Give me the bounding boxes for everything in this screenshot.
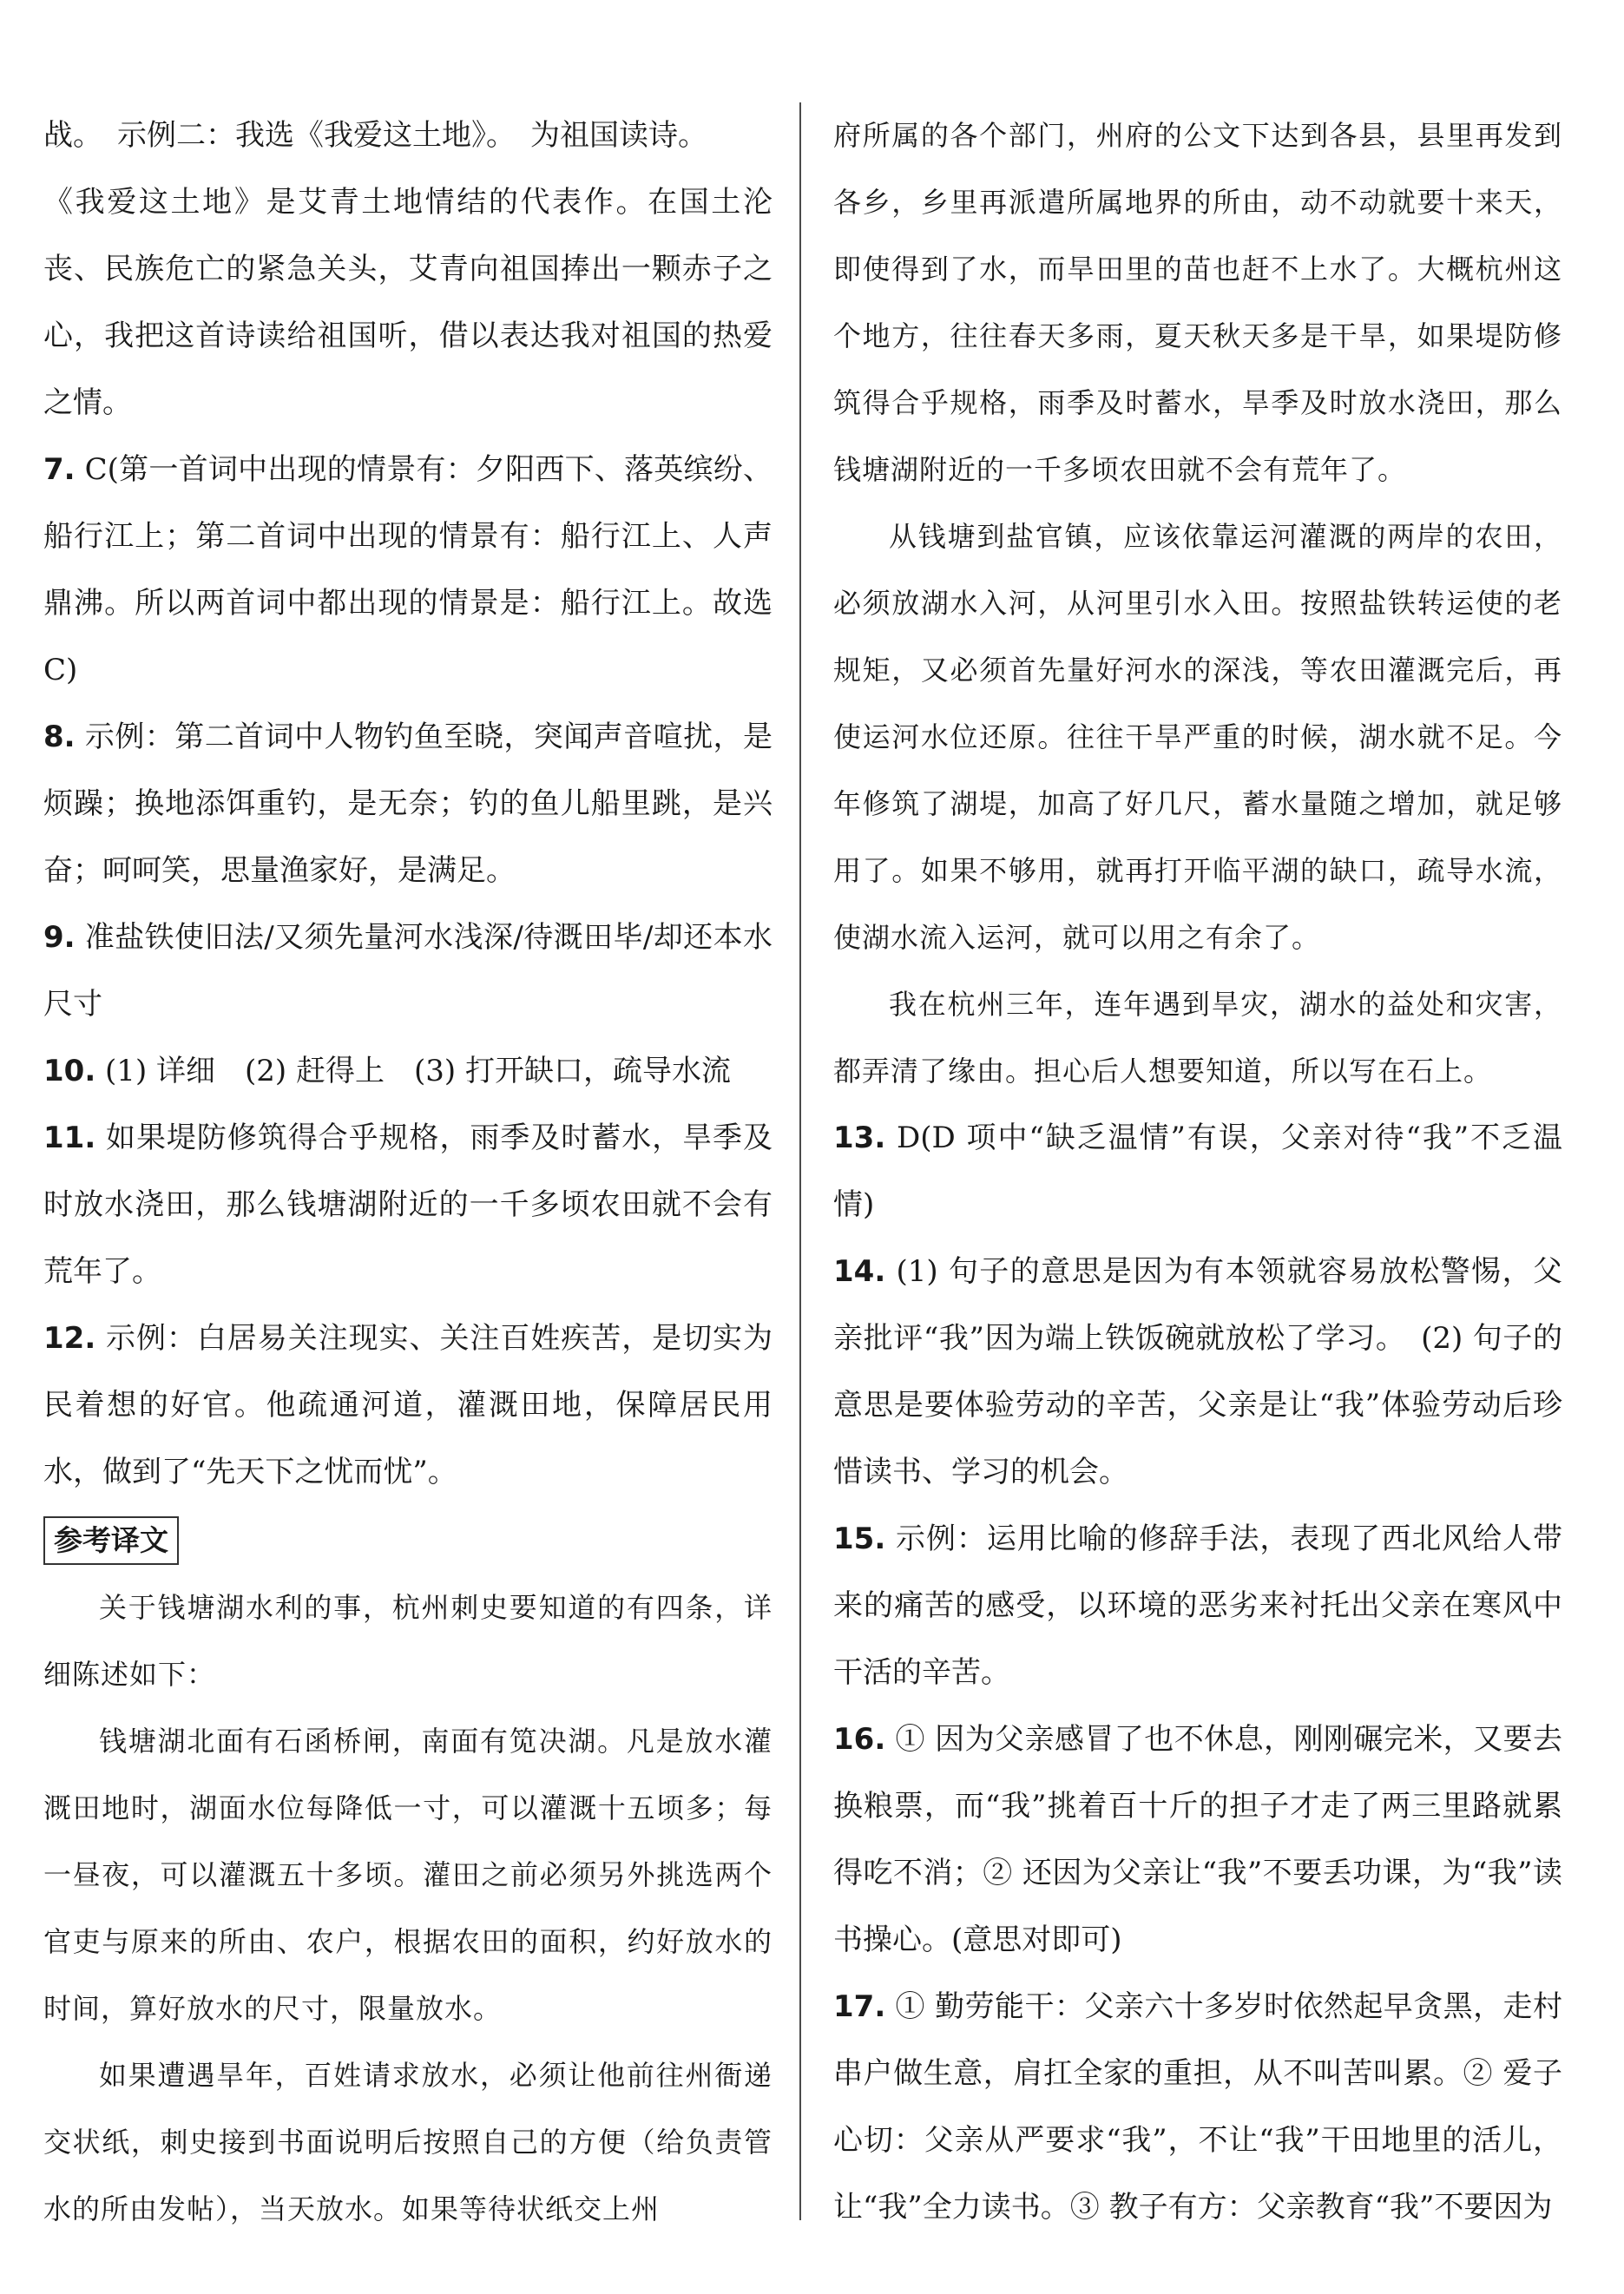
- answer-9: [43, 904, 773, 1038]
- translation-paragraph-5: 我在杭州三年，连年遇到旱灾，湖水的益处和灾害，都弄清了缘由。担心后人想要知道，所以写在石上。: [833, 988, 1562, 1088]
- answer-text: C(第一首词中出现的情景有：夕阳西下、落英缤纷、船行江上；第二首词中出现的情景有：船行江上、人声鼎沸。所以两首词中都出现的情景是：船行江上。故选 C): [43, 452, 773, 687]
- answer-13: [833, 1105, 1562, 1239]
- question-number: 14.: [833, 1254, 886, 1289]
- question-number: 12.: [43, 1321, 96, 1356]
- question-number: 13.: [833, 1121, 886, 1155]
- answer-14: [833, 1239, 1562, 1506]
- answer-8: [43, 704, 773, 904]
- answer-10: [43, 1038, 773, 1105]
- answer-text: 示例：白居易关注现实、关注百姓疾苦，是切实为民着想的好官。他疏通河道，灌溉田地，保障居民用水，做到了“先天下之忧而忧”。: [43, 1321, 773, 1489]
- right-column: [833, 102, 1562, 2241]
- translation-paragraph-4: 从钱塘到盐官镇，应该依靠运河灌溉的两岸的农田，必须放湖水入河，从河里引水入田。按照盐铁转运使的老规矩，又必须首先量好河水的深浅，等农田灌溉完后，再使运河水位还原。往往干旱严重的时候，湖水就不足。今年修筑了湖堤，加高了好几尺，蓄水量随之增加，就足够用了。如果不够用，就再打开临平湖的缺口，疏导水流，使湖水流入运河，就可以用之有余了。: [833, 520, 1562, 954]
- answer-7: [43, 437, 773, 704]
- translation-paragraph-3: 如果遭遇旱年，百姓请求放水，必须让他前往州衙递交状纸，刺史接到书面说明后按照自己的方便（给负责管水的所由发帖），当天放水。如果等待状纸交上州: [43, 2059, 773, 2225]
- example-two-explanation: 《我爱这土地》是艾青土地情结的代表作。在国土沦丧、民族危亡的紧急关头，艾青向祖国捧出一颗赤子之心，我把这首诗读给祖国听，借以表达我对祖国的热爱之情。: [43, 185, 773, 420]
- question-number: 15.: [833, 1522, 886, 1556]
- question-number: 17.: [833, 1989, 886, 2024]
- column-divider: [799, 102, 801, 2220]
- question-number: 7.: [43, 452, 76, 487]
- answer-text: (1) 详细 (2) 赶得上 (3) 打开缺口，疏导水流: [105, 1054, 731, 1088]
- answer-17: [833, 1974, 1562, 2241]
- reference-translation-heading: [43, 1506, 773, 1574]
- answer-text: ① 勤劳能干：父亲六十多岁时依然起早贪黑，走村串户做生意，肩扛全家的重担，从不叫苦叫累。② 爱子心切：父亲从严要求“我”，不让“我”干田地里的活儿，让“我”全力读书。③ 教子有方：父亲教育“我”不要因为: [833, 1989, 1562, 2225]
- answer-15: [833, 1506, 1562, 1706]
- translation-paragraph-3-continued: 府所属的各个部门，州府的公文下达到各县，县里再发到各乡，乡里再派遣所属地界的所由，动不动就要十来天，即使得到了水，而旱田里的苗也赶不上水了。大概杭州这个地方，往往春天多雨，夏天秋天多是干旱，如果堤防修筑得合乎规格，雨季及时蓄水，旱季及时放水浇田，那么钱塘湖附近的一千多顷农田就不会有荒年了。: [833, 119, 1562, 486]
- answer-text: ① 因为父亲感冒了也不休息，刚刚碾完米，又要去换粮票，而“我”挑着百十斤的担子才走了两三里路就累得吃不消；② 还因为父亲让“我”不要丢功课，为“我”读书操心。(意思对即可): [833, 1722, 1562, 1957]
- answer-text: 准盐铁使旧法/又须先量河水浅深/待溉田毕/却还本水尺寸: [43, 920, 773, 1022]
- answer-text: 示例：第二首词中人物钓鱼至晓，突闻声音喧扰，是烦躁；换地添饵重钓，是无奈；钓的鱼儿船里跳，是兴奋；呵呵笑，思量渔家好，是满足。: [43, 720, 773, 888]
- answer-11: [43, 1105, 773, 1305]
- answer-text: 示例：运用比喻的修辞手法，表现了西北风给人带来的痛苦的感受，以环境的恶劣来衬托出父亲在寒风中干活的辛苦。: [833, 1522, 1562, 1690]
- answer-12: [43, 1305, 773, 1506]
- reference-translation-label: 参考译文: [43, 1516, 179, 1565]
- question-number: 16.: [833, 1722, 886, 1757]
- answer-text: 如果堤防修筑得合乎规格，雨季及时蓄水，旱季及时放水浇田，那么钱塘湖附近的一千多顷农田就不会有荒年了。: [43, 1121, 773, 1289]
- translation-paragraph-2: 钱塘湖北面有石函桥闸，南面有笕决湖。凡是放水灌溉田地时，湖面水位每降低一寸，可以灌溉十五顷多；每一昼夜，可以灌溉五十多顷。灌田之前必须另外挑选两个官吏与原来的所由、农户，根据农田的面积，约好放水的时间，算好放水的尺寸，限量放水。: [43, 1725, 773, 2025]
- question-number: 9.: [43, 920, 76, 955]
- answer-16: [833, 1706, 1562, 1974]
- translation-paragraph-1: 关于钱塘湖水利的事，杭州刺史要知道的有四条，详细陈述如下：: [43, 1591, 773, 1691]
- question-number: 10.: [43, 1054, 96, 1088]
- question-number: 8.: [43, 720, 76, 754]
- answer-text: D(D 项中“缺乏温情”有误，父亲对待“我”不乏温情): [833, 1121, 1562, 1222]
- left-column: [43, 102, 773, 2243]
- example-two-line: 战。 示例二：我选《我爱这土地》。 为祖国读诗。: [43, 118, 707, 153]
- question-number: 11.: [43, 1121, 96, 1155]
- answer-text: (1) 句子的意思是因为有本领就容易放松警惕，父亲批评“我”因为端上铁饭碗就放松了学习。 (2) 句子的意思是要体验劳动的辛苦，父亲是让“我”体验劳动后珍惜读书、学习的机会。: [833, 1254, 1563, 1489]
